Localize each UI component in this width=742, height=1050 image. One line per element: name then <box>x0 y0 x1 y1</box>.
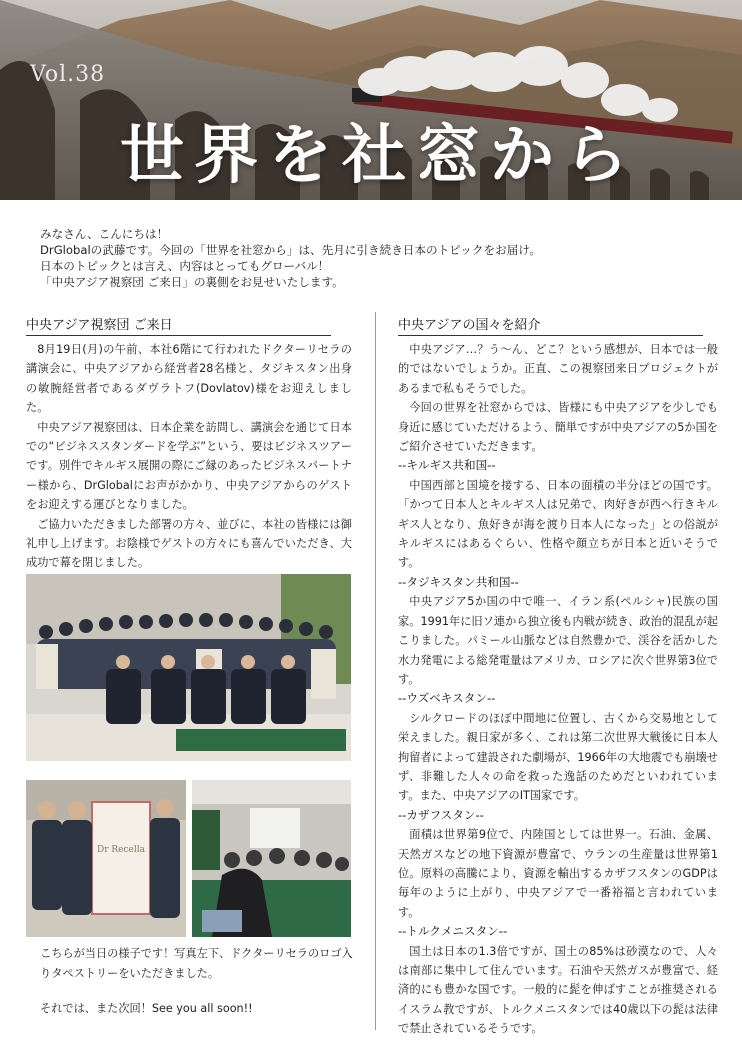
page-title: 世界を社窓から <box>120 118 638 193</box>
tapestry-text: Dr Recella <box>97 845 145 855</box>
paragraph: 今回の世界を社窓からでは、皆様にも中央アジアを少しでも身近に感じていただけるよう、簡単ですが中央アジアの5か国をご紹介させていただきます。 <box>398 401 718 454</box>
volume-number: Vol.38 <box>30 62 106 87</box>
country-heading-uzbekistan: --ウズベキスタン-- <box>398 691 496 706</box>
country-heading-kyrgyzstan: --キルギス共和国-- <box>398 458 496 473</box>
country-text-turkmenistan: 国土は日本の1.3倍ですが、国土の85%は砂漠なので、人々は南部に集中して住んでいます。石油や天然ガスが豊富で、経済的にも豊かな国です。一般的に髭を伸ばすことが推奨されるイスラム教ですが、トルクメニスタンでは40歳以下の髭は法律で禁止されているそうです。 <box>398 944 718 1036</box>
intro-line: DrGlobalの武藤です。今回の「世界を社窓から」は、先月に引き続き日本のトピックをお届け。 <box>40 243 541 257</box>
country-heading-turkmenistan: --トルクメニスタン-- <box>398 924 508 939</box>
left-column <box>26 314 352 573</box>
intro-line: みなさん、こんにちは！ <box>40 227 169 241</box>
column-divider <box>375 312 376 1030</box>
tapestry-photo <box>26 780 186 937</box>
paragraph: 中央アジア視察団は、日本企業を訪問し、講演会を通じて日本での“ビジネススタンダードを学ぶ”という、要はビジネスツアーです。別件でキルギス展開の際にご縁のあったビジネスパートナー様から、DrGlobalにお声がかかり、中央アジアからのゲストをお迎えする運びとなりました。 <box>26 420 352 512</box>
right-column <box>398 314 718 1039</box>
article-body <box>26 340 352 573</box>
paragraph: ご協力いただきました部署の方々、並びに、本社の皆様には御礼申し上げます。お陰様でゲストの方々にも喜んでいただき、大成功で幕を閉じました。 <box>26 517 352 570</box>
country-heading-tajikistan: --タジキスタン共和国-- <box>398 574 519 589</box>
country-text-kyrgyzstan: 中国西部と国境を接する、日本の面積の半分ほどの国です。「かつて日本人とキルギス人は兄弟で、肉好きが西へ行きキルギス人となり、魚好きが海を渡り日本人になった」との俗説がキルギスにはあるぐらい、性格や顔立ちが日本と近いそうです。 <box>398 478 718 570</box>
group-photo <box>26 574 351 761</box>
header-banner <box>0 0 742 200</box>
section-heading: 中央アジア視察団 ご来日 <box>26 314 331 336</box>
country-text-tajikistan: 中央アジア5か国の中で唯一、イラン系(ペルシャ)民族の国家。1991年に旧ソ連から独立後も内戦が続き、政治的混乱が起こりました。パミール山脈などは自然豊かで、渓谷を活かした水力発電による総発電量はアメリカ、ロシアに次ぐ世界第3位です。 <box>398 595 718 686</box>
intro-text <box>40 226 720 290</box>
country-text-kazakhstan: 面積は世界第9位で、内陸国としては世界一。石油、金属、天然ガスなどの地下資源が豊富で、ウランの生産量は世界第1位。原料の高騰により、資源を輸出するカザフスタンのGDPは毎年のように上がり、中央アジアで一番裕福と言われています。 <box>398 828 718 919</box>
country-article <box>398 340 718 1039</box>
country-text-uzbekistan: シルクロードのほぼ中間地に位置し、古くから交易地として栄えました。親日家が多く、これは第二次世界大戦後に日本人拘留者によって建設された劇場が、1966年の大地震でも崩壊せず、非難した人々の命を救った逸話のためだといわれています。また、中央アジアのIT国家です。 <box>398 711 718 803</box>
intro-line: 日本のトピックとは言え、内容はとってもグローバル！ <box>40 259 330 273</box>
paragraph: 8月19日(月)の午前、本社6階にて行われたドクターリセラの講演会に、中央アジアから経営者28名様と、タジキスタン出身の敏腕経営者であるダヴラトフ(Dovlatov)様をお迎えしました。 <box>26 343 352 415</box>
photo-caption: こちらが当日の様子です！写真左下、ドクターリセラのロゴ入りタペストリーをいただきました。 <box>40 947 353 980</box>
seminar-photo <box>192 780 351 937</box>
signoff-text: それでは、また次回！See you all soon!! <box>40 1002 253 1015</box>
country-heading-kazakhstan: --カザフスタン-- <box>398 807 484 822</box>
paragraph: 中央アジア…？う〜ん、どこ？という感想が、日本では一般的ではないでしょうか。正直、この視察団来日プロジェクトがあるまで私もそうでした。 <box>398 343 718 395</box>
intro-line: 「中央アジア視察団 ご来日」の裏側をお見せいたします。 <box>40 275 344 289</box>
section-heading: 中央アジアの国々を紹介 <box>398 314 703 336</box>
